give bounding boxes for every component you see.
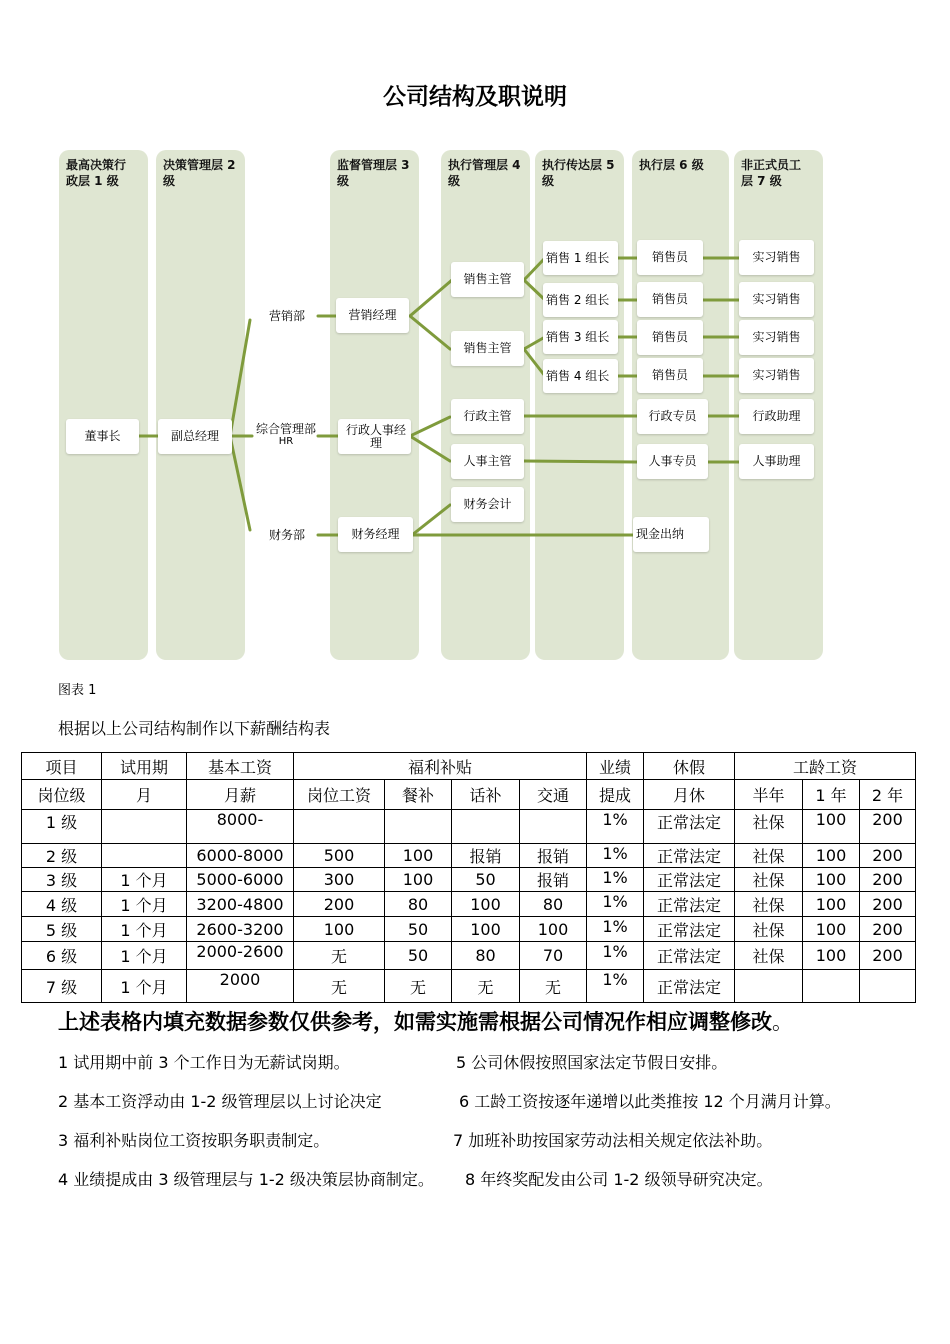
node-salesperson-1: 销售员 [637,240,703,275]
table-cell: 200 [860,844,916,868]
header-vacation: 休假 [644,753,735,780]
header-item: 项目 [22,753,102,780]
table-cell [385,810,452,844]
node-sales-team-lead-2: 销售 2 组长 [543,283,618,317]
label-admin-dept: 综合管理部 HR [255,422,316,447]
table-cell: 1 个月 [102,942,187,970]
header-seniority: 工龄工资 [735,753,916,780]
table-row [22,942,916,970]
table-row [22,917,916,942]
subheader-cell: 岗位级 [22,780,102,810]
rule-4: 4 业绩提成由 3 级管理层与 1-2 级决策层协商制定。 [58,1170,434,1189]
table-cell: 200 [860,868,916,892]
header-base-salary: 基本工资 [187,753,294,780]
figure-caption: 图表 1 [58,683,97,698]
rule-7: 7 加班补助按国家劳动法相关规定依法补助。 [453,1131,773,1150]
table-cell: 正常法定 [644,917,735,942]
table-cell: 100 [385,868,452,892]
node-admin-hr-manager: 行政人事经理 [338,419,411,454]
column-heading-7: 非正式员工 层 7 级 [741,158,802,188]
subheader-cell: 话补 [452,780,520,810]
table-cell: 100 [452,892,520,917]
rule-1: 1 试用期中前 3 个工作日为无薪试岗期。 [58,1053,350,1072]
table-cell [294,810,385,844]
node-salesperson-3: 销售员 [637,320,703,355]
subheader-cell: 提成 [587,780,644,810]
table-cell: 1% [587,844,644,868]
table-cell: 200 [860,917,916,942]
rule-8: 8 年终奖配发由公司 1-2 级领导研究决定。 [465,1170,773,1189]
table-cell: 正常法定 [644,942,735,970]
table-row [22,844,916,868]
table-cell [860,970,916,1003]
node-admin-specialist: 行政专员 [637,399,708,434]
rule-2: 2 基本工资浮动由 1-2 级管理层以上讨论决定 [58,1092,382,1111]
rule-3: 3 福利补贴岗位工资按职务职责制定。 [58,1131,330,1150]
table-cell: 200 [860,942,916,970]
table-cell: 100 [803,917,860,942]
subheader-cell: 月休 [644,780,735,810]
table-cell: 80 [385,892,452,917]
table-cell: 报销 [520,868,587,892]
subheader-cell: 餐补 [385,780,452,810]
table-cell: 1 级 [22,810,102,844]
node-salesperson-2: 销售员 [637,282,703,317]
subheader-cell: 月 [102,780,187,810]
table-cell [803,970,860,1003]
node-sales-intern-2: 实习销售 [739,282,814,317]
table-cell: 80 [520,892,587,917]
table-cell [520,810,587,844]
table-cell: 1 个月 [102,917,187,942]
node-sales-team-lead-4: 销售 4 组长 [543,359,618,393]
subheader-cell: 2 年 [860,780,916,810]
table-cell: 社保 [735,844,803,868]
node-sales-team-lead-1: 销售 1 组长 [543,241,618,275]
table-cell: 100 [803,810,860,844]
column-heading-3: 监督管理层 3 级 [337,158,410,188]
table-cell: 6 级 [22,942,102,970]
table-cell: 报销 [452,844,520,868]
node-salesperson-4: 销售员 [637,358,703,393]
node-hr-supervisor: 人事主管 [451,444,524,479]
header-welfare: 福利补贴 [294,753,587,780]
table-cell: 300 [294,868,385,892]
table-cell: 50 [385,917,452,942]
table-cell: 100 [294,917,385,942]
rule-6: 6 工龄工资按逐年递增以此类推按 12 个月满月计算。 [459,1092,841,1111]
table-cell: 无 [520,970,587,1003]
table-cell: 200 [294,892,385,917]
table-cell: 80 [452,942,520,970]
table-cell: 200 [860,892,916,917]
table-cell: 100 [803,844,860,868]
table-header-row-2 [22,780,916,810]
table-cell: 2600-3200 [187,917,294,942]
table-cell: 无 [385,970,452,1003]
table-header-row-1 [22,753,916,780]
node-marketing-manager: 营销经理 [336,298,409,333]
column-heading-6: 执行层 6 级 [639,158,704,172]
subheader-cell: 半年 [735,780,803,810]
table-cell: 2000 [187,970,294,1003]
table-cell: 1 个月 [102,970,187,1003]
table-cell: 200 [860,810,916,844]
subheader-cell: 岗位工资 [294,780,385,810]
node-sales-intern-3: 实习销售 [739,320,814,355]
table-cell: 100 [520,917,587,942]
label-finance-dept: 财务部 [268,528,305,542]
node-hr-assistant: 人事助理 [739,444,814,479]
header-performance: 业绩 [587,753,644,780]
salary-table [21,752,916,1003]
label-marketing-dept: 营销部 [268,309,305,323]
table-cell: 无 [294,970,385,1003]
node-chairman: 董事长 [66,419,139,454]
intro-text: 根据以上公司结构制作以下薪酬结构表 [58,719,331,738]
table-cell: 无 [452,970,520,1003]
table-cell: 1 个月 [102,868,187,892]
column-heading-5: 执行传达层 5 级 [542,158,615,188]
node-sales-supervisor-2: 销售主管 [451,331,524,366]
page-title: 公司结构及职说明 [383,84,567,110]
table-cell: 70 [520,942,587,970]
node-finance-manager: 财务经理 [338,517,413,552]
column-heading-2: 决策管理层 2 级 [163,158,236,188]
table-row [22,810,916,844]
table-cell: 正常法定 [644,810,735,844]
subheader-cell: 交通 [520,780,587,810]
table-row [22,970,916,1003]
rule-5: 5 公司休假按照国家法定节假日安排。 [456,1053,728,1072]
table-row [22,868,916,892]
node-cashier: 现金出纳 [633,517,709,552]
node-sales-intern-1: 实习销售 [739,240,814,275]
table-cell [102,844,187,868]
table-cell: 500 [294,844,385,868]
column-heading-4: 执行管理层 4 级 [448,158,521,188]
table-cell: 4 级 [22,892,102,917]
table-row [22,892,916,917]
table-cell: 2 级 [22,844,102,868]
table-cell: 1% [587,970,644,1003]
table-cell: 1% [587,892,644,917]
table-cell: 2000-2600 [187,942,294,970]
table-cell: 无 [294,942,385,970]
table-cell: 50 [452,868,520,892]
column-heading-1: 最高决策行 政层 1 级 [66,158,127,188]
table-cell: 社保 [735,892,803,917]
table-cell: 1% [587,868,644,892]
header-probation: 试用期 [102,753,187,780]
table-cell [452,810,520,844]
table-cell: 社保 [735,868,803,892]
table-cell [102,810,187,844]
table-cell: 1% [587,810,644,844]
table-cell [735,970,803,1003]
node-hr-specialist: 人事专员 [637,444,708,479]
table-cell: 正常法定 [644,868,735,892]
table-cell: 100 [452,917,520,942]
table-cell: 100 [803,868,860,892]
table-cell: 正常法定 [644,844,735,868]
table-cell: 100 [385,844,452,868]
table-cell: 1% [587,917,644,942]
table-cell: 正常法定 [644,970,735,1003]
table-cell: 5 级 [22,917,102,942]
node-sales-intern-4: 实习销售 [739,358,814,393]
table-cell: 社保 [735,942,803,970]
node-admin-assistant: 行政助理 [739,399,814,434]
table-cell: 报销 [520,844,587,868]
node-sales-supervisor-1: 销售主管 [451,262,524,297]
node-sales-team-lead-3: 销售 3 组长 [543,320,618,354]
table-cell: 6000-8000 [187,844,294,868]
node-vice-president: 副总经理 [158,419,232,454]
table-cell: 1% [587,942,644,970]
table-cell: 社保 [735,917,803,942]
table-cell: 5000-6000 [187,868,294,892]
node-admin-supervisor: 行政主管 [451,399,524,434]
table-cell: 100 [803,942,860,970]
table-cell: 8000- [187,810,294,844]
table-cell: 社保 [735,810,803,844]
subheader-cell: 月薪 [187,780,294,810]
table-cell: 正常法定 [644,892,735,917]
subheader-cell: 1 年 [803,780,860,810]
table-cell: 7 级 [22,970,102,1003]
table-cell: 50 [385,942,452,970]
table-cell: 3200-4800 [187,892,294,917]
disclaimer-note: 上述表格内填充数据参数仅供参考，如需实施需根据公司情况作相应调整修改。 [58,1010,793,1034]
table-cell: 1 个月 [102,892,187,917]
table-cell: 3 级 [22,868,102,892]
table-cell: 100 [803,892,860,917]
node-accountant: 财务会计 [451,487,524,522]
